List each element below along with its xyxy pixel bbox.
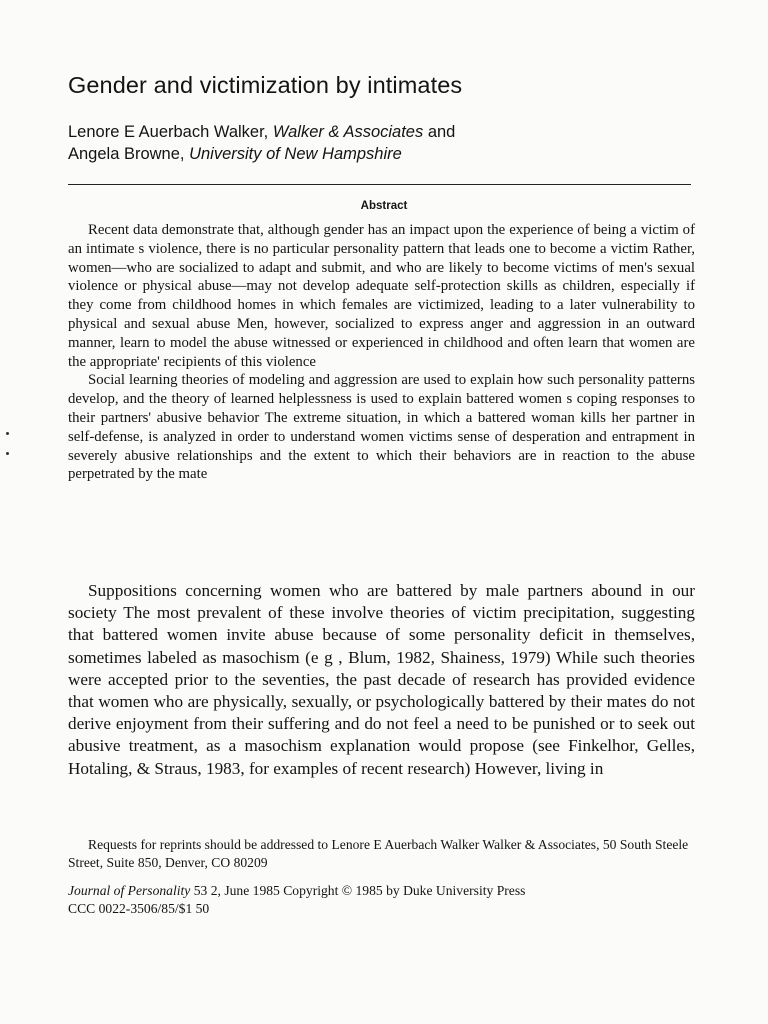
journal-name: Journal of Personality [68, 883, 191, 898]
author-conjunction: and [423, 123, 456, 141]
abstract-paragraph-1: Recent data demonstrate that, although gender has an impact upon the experience of being a victim of an intimate s violence, there is no particular personality pattern that leads one to become a victim Rather, women—who are socialized to adapt and submit, and who are likely to become victims of men's sexual violence or physical abuse—may not develop adequate self-protection skills as children, especially if they come from childhood homes in which females are victimized, leading to a later vulnerability to physical and sexual abuse Men, however, socialized to express anger and aggression in an outward manner, learn to model the abuse witnessed or experienced in childhood and often learn that women are the appropriate' recipients of this violence [68, 222, 695, 370]
author-name-1: Lenore E Auerbach Walker, [68, 123, 273, 141]
ccc-code: CCC 0022-3506/85/$1 50 [68, 900, 210, 916]
author-block [68, 121, 455, 165]
footnote-text: Requests for reprints should be addressed to Lenore E Auerbach Walker Walker & Associates, 50 South Steele Street, Suite 850, Denver, CO 80209 [68, 837, 689, 870]
citation-line-1 [68, 882, 695, 900]
body-paragraph: Suppositions concerning women who are battered by male partners abound in our society The most prevalent of these involve theories of victim precipitation, suggesting that battered women invite abuse because of some personality deficit in themselves, sometimes labeled as masochism (e g , Blum, 1982, Shainess, 1979) While such theories were accepted prior to the seventies, the past decade of research has provided evidence that women who are physically, sexually, or psychologically battered by their mates do not derive enjoyment from their suffering and do not feel a need to be punished or to seek out abusive treatment, as a masochism explanation would propose (see Finkelhor, Gelles, Hotaling, & Straus, 1983, for examples of recent research) However, living in [68, 581, 695, 778]
author-affiliation-2: University of New Hampshire [189, 145, 402, 163]
author-line-1 [68, 121, 455, 143]
author-affiliation-1: Walker & Associates [272, 123, 424, 141]
author-line-2 [68, 143, 455, 165]
journal-citation [68, 882, 695, 917]
abstract-heading: Abstract [360, 200, 408, 212]
margin-mark [6, 432, 9, 435]
volume-and-copyright: 53 2, June 1985 Copyright © 1985 by Duke University Press [190, 883, 526, 898]
article-title: Gender and victimization by intimates [68, 72, 463, 98]
abstract-text [68, 221, 695, 484]
header-divider [68, 184, 691, 185]
margin-mark [6, 452, 9, 455]
author-name-2: Angela Browne, [68, 145, 190, 163]
body-text [68, 580, 695, 780]
abstract-paragraph-2: Social learning theories of modeling and aggression are used to explain how such personality patterns develop, and the theory of learned helplessness is used to explain battered women s coping responses to their partners' abusive behavior The extreme situation, in which a battered woman kills her partner in self-defense, is analyzed in order to understand women victims sense of desperation and entrapment in severely abusive relationships and the extent to which their behaviors are in reaction to the abuse perpetrated by the mate [68, 372, 695, 483]
reprint-footnote [68, 836, 695, 871]
